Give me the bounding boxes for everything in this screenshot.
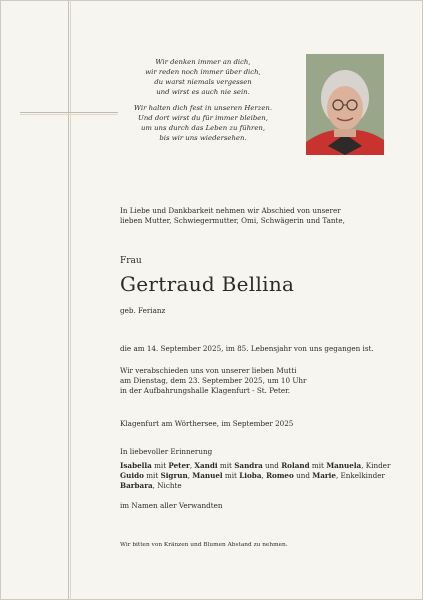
cross-horizontal-line	[20, 112, 118, 113]
mourner-name: Romeo	[266, 471, 294, 480]
mourner-text: ,	[187, 471, 193, 480]
mourner-text: ,	[261, 471, 267, 480]
farewell-line: am Dienstag, dem 23. September 2025, um 10 Uhr	[120, 376, 307, 385]
mourner-name: Guido	[120, 471, 144, 480]
cross-vertical-line-shadow	[70, 0, 71, 600]
mourners-list	[120, 461, 390, 491]
mourner-name: Barbara	[120, 481, 153, 490]
mourner-name: Sigrun	[160, 471, 188, 480]
mourner-text: mit	[309, 461, 327, 470]
mourner-text: ,	[189, 461, 195, 470]
relatives-note: im Namen aller Verwandten	[120, 501, 223, 510]
deceased-name: Gertraud Bellina	[120, 272, 295, 296]
mourner-text: , Kinder	[361, 461, 391, 470]
mourner-name: Manuela	[326, 461, 362, 470]
poem-line: Wir halten dich fest in unseren Herzen.	[133, 104, 273, 112]
place-date: Klagenfurt am Wörthersee, im September 2025	[120, 419, 294, 428]
intro-line: In Liebe und Dankbarkeit nehmen wir Abschied von unserer	[120, 206, 341, 215]
mourners-line-2	[120, 471, 390, 481]
mourner-text: mit	[217, 461, 235, 470]
mourner-text: und	[262, 461, 282, 470]
flowers-request: Wir bitten von Kränzen und Blumen Abstand zu nehmen.	[120, 542, 288, 548]
mourner-name: Roland	[281, 461, 310, 470]
portrait-photo	[306, 54, 384, 155]
mourner-text: mit	[143, 471, 161, 480]
mourner-text: , Enkelkinder	[335, 471, 385, 480]
mourner-name: Lioba	[239, 471, 262, 480]
mourner-name: Manuel	[192, 471, 223, 480]
portrait-illustration	[306, 54, 384, 155]
mourner-text: und	[293, 471, 313, 480]
poem-line: wir reden noch immer über dich,	[145, 68, 261, 76]
memory-heading: In liebevoller Erinnerung	[120, 447, 213, 456]
intro-text	[120, 206, 345, 226]
mourner-text: mit	[222, 471, 240, 480]
poem-line: bis wir uns wiedersehen.	[159, 134, 247, 142]
farewell-line: Wir verabschieden uns von unserer lieben Mutti	[120, 366, 297, 375]
mourner-name: Marie	[312, 471, 336, 480]
mourner-name: Xandi	[194, 461, 218, 470]
mourners-line-1	[120, 461, 390, 471]
poem	[108, 57, 298, 149]
mourner-name: Peter	[168, 461, 190, 470]
death-notice: die am 14. September 2025, im 85. Lebensjahr von uns gegangen ist.	[120, 344, 374, 353]
mourners-line-3	[120, 481, 390, 491]
cross-horizontal-line-shadow	[20, 114, 118, 115]
poem-line: und wirst es auch nie sein.	[156, 88, 250, 96]
title-frau: Frau	[120, 256, 142, 266]
poem-line: Und dort wirst du für immer bleiben,	[138, 114, 268, 122]
poem-line: du warst niemals vergessen	[154, 78, 252, 86]
poem-stanza-1	[108, 57, 298, 97]
intro-line: lieben Mutter, Schwiegermutter, Omi, Schwägerin und Tante,	[120, 216, 345, 225]
mourner-text: mit	[151, 461, 169, 470]
mourner-text: , Nichte	[152, 481, 182, 490]
poem-line: um uns durch das Leben zu führen,	[140, 124, 266, 132]
poem-stanza-2	[108, 103, 298, 143]
farewell-text	[120, 366, 307, 396]
maiden-name: geb. Ferianz	[120, 306, 166, 315]
mourner-name: Isabella	[120, 461, 152, 470]
farewell-line: in der Aufbahrungshalle Klagenfurt - St. Peter.	[120, 386, 291, 395]
cross-vertical-line	[68, 0, 69, 600]
mourner-name: Sandra	[234, 461, 263, 470]
poem-line: Wir denken immer an dich,	[155, 58, 251, 66]
